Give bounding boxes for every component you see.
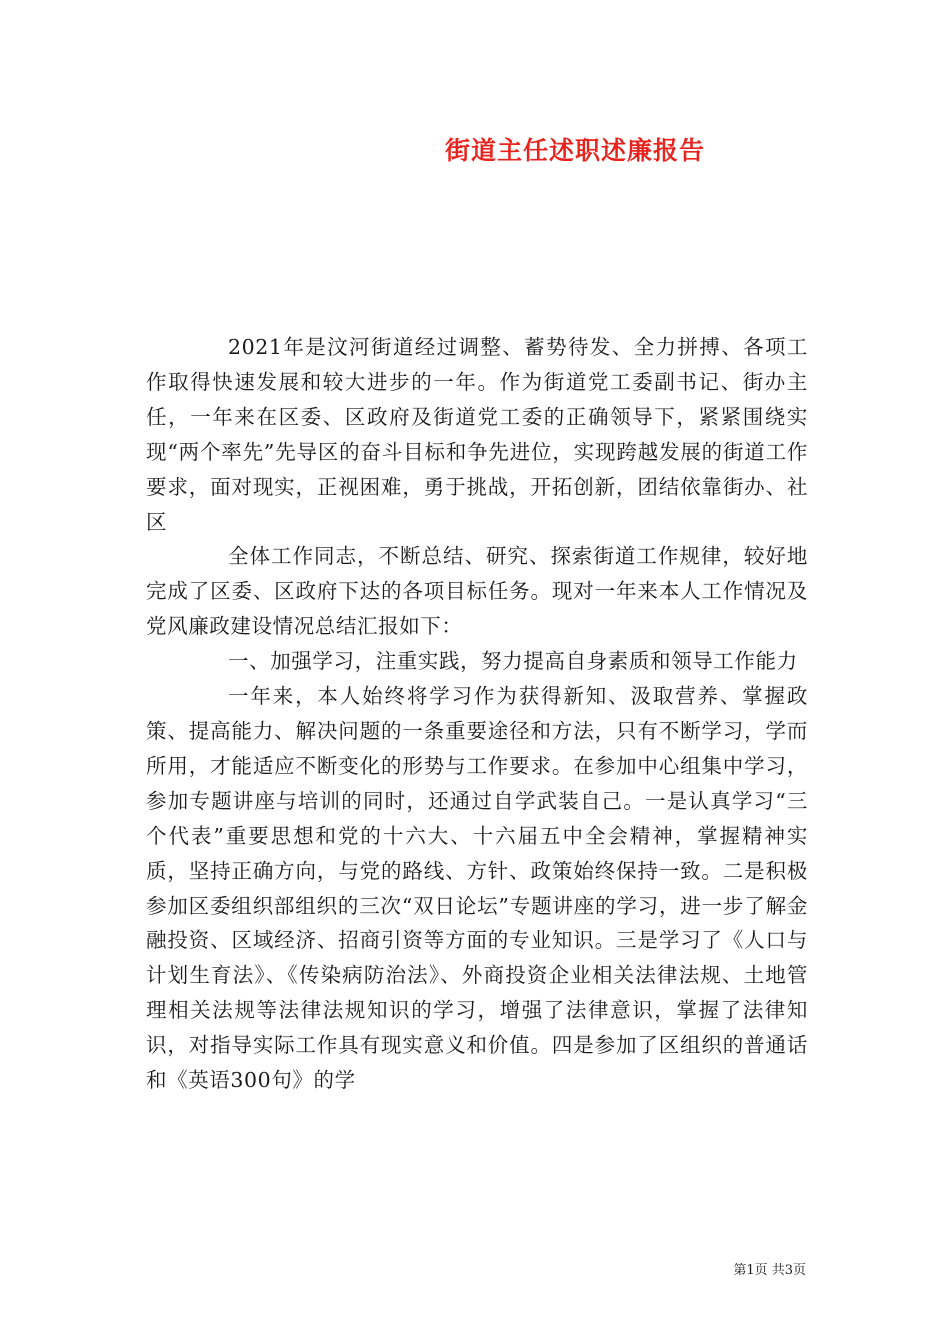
paragraph-intro: 2021年是汶河街道经过调整、蓄势待发、全力拼搏、各项工作取得快速发展和较大进步的一年。作为街道党工委副书记、街办主任，一年来在区委、区政府及街道党工委的正确领导下，紧紧围绕实现“两个率先”先导区的奋斗目标和争先进位，实现跨越发展的街道工作要求，面对现实，正视困难，勇于挑战，开拓创新，团结依靠街办、社区 [146,335,808,534]
paragraph-summary: 全体工作同志，不断总结、研究、探索街道工作规律，较好地完成了区委、区政府下达的各项目标任务。现对一年来本人工作情况及党风廉政建设情况总结汇报如下： [146,544,808,639]
page-number: 第1页 共3页 [733,1263,806,1278]
document-body [146,330,808,1098]
document-title: 街道主任述职述廉报告 [444,136,705,165]
paragraph-study: 一年来，本人始终将学习作为获得新知、汲取营养、掌握政策、提高能力、解决问题的一条重要途径和方法，只有不断学习，学而所用，才能适应不断变化的形势与工作要求。在参加中心组集中学习，参加专题讲座与培训的同时，还通过自学武装自己。一是认真学习“三个代表”重要思想和党的十六大、十六届五中全会精神，掌握精神实质，坚持正确方向，与党的路线、方针、政策始终保持一致。二是积极参加区委组织部组织的三次“双日论坛”专题讲座的学习，进一步了解金融投资、区域经济、招商引资等方面的专业知识。三是学习了《人口与计划生育法》、《传染病防治法》、外商投资企业相关法律法规、土地管理相关法规等法律法规知识的学习，增强了法律意识，掌握了法律知识，对指导实际工作具有现实意义和价值。四是参加了区组织的普通话和《英语300句》的学 [146,684,808,1093]
section-heading-1: 一、加强学习，注重实践，努力提高自身素质和领导工作能力 [228,649,798,674]
